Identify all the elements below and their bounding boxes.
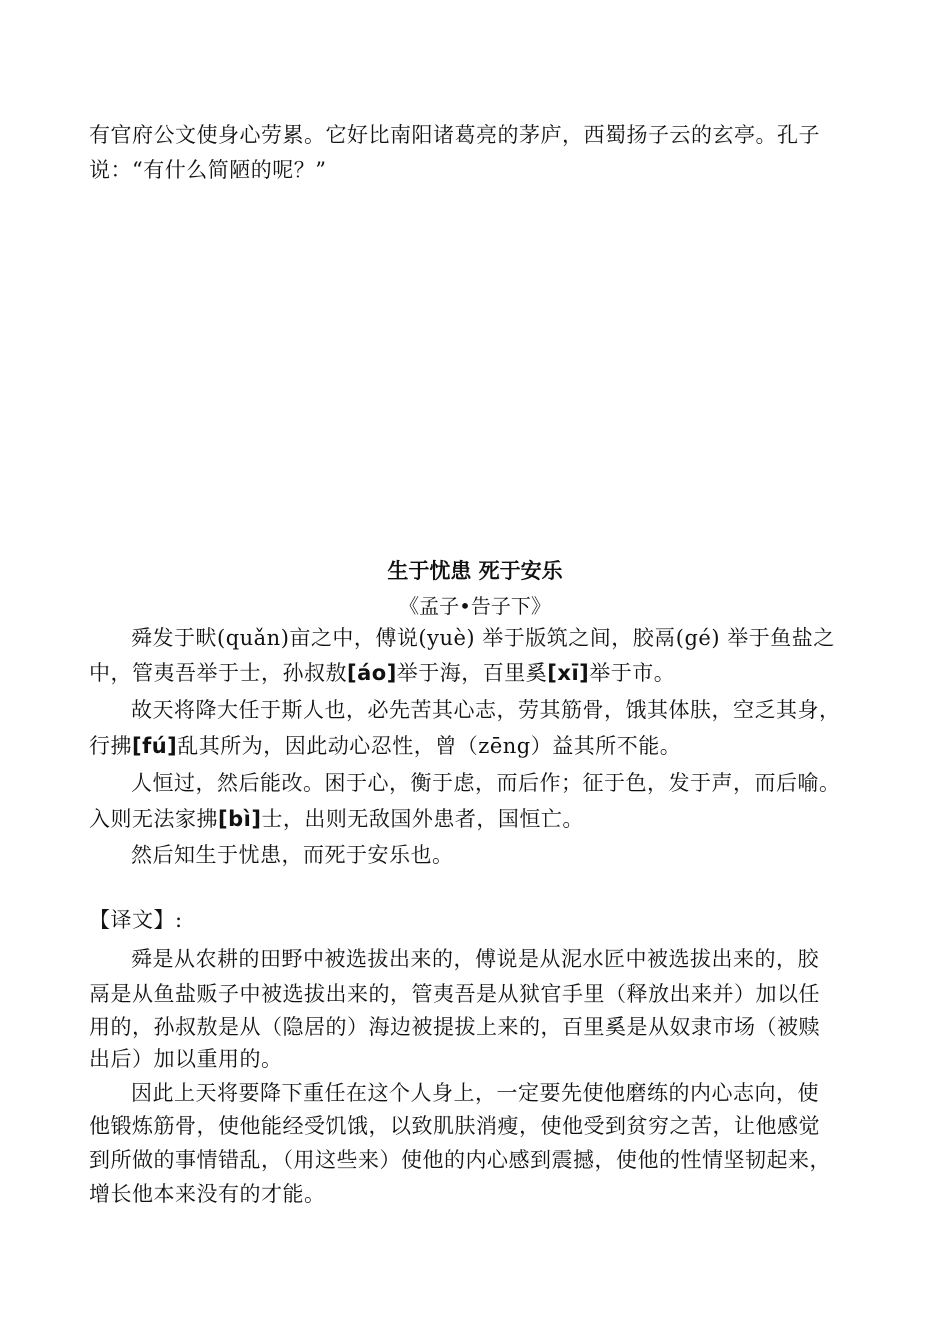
text-run: 中，管夷吾举于士，孙叔敖 (89, 661, 347, 685)
pinyin-annotation: [áo] (347, 661, 397, 685)
essay-p4-line-1: 然后知生于忧患，而死于安乐也。 (131, 843, 454, 867)
translation-p2-line-3: 到所做的事情错乱，（用这些来）使他的内心感到震撼，使他的性情坚韧起来， (89, 1148, 831, 1172)
text-run: 举于市。 (589, 661, 676, 685)
essay-p3-line-1: 人恒过，然后能改。困于心，衡于虑，而后作；征于色，发于声，而后喻。 (131, 771, 841, 795)
translation-heading: 【译文】: (89, 908, 183, 932)
prev-text-line-1: 有官府公文使身心劳累。它好比南阳诸葛亮的茅庐，西蜀扬子云的玄亭。孔子 (89, 123, 820, 147)
essay-p2-line-1: 故天将降大任于斯人也，必先苦其心志，劳其筋骨，饿其体肤，空乏其身， (131, 698, 841, 722)
translation-p2-line-1: 因此上天将要降下重任在这个人身上，一定要先使他磨练的内心志向，使 (131, 1081, 819, 1105)
pinyin-annotation: [bì] (218, 807, 262, 831)
translation-p1-line-4: 出后）加以重用的。 (89, 1047, 283, 1071)
essay-source: 《孟子•告子下》 (399, 594, 551, 618)
essay-p1-line-1: 舜发于畎(quǎn)亩之中，傅说(yuè) 举于版筑之间，胶鬲(gé) 举于鱼盐之 (131, 626, 835, 650)
translation-p1-line-2: 鬲是从鱼盐贩子中被选拔出来的，管夷吾是从狱官手里（释放出来并）加以任 (89, 982, 820, 1006)
essay-p3-line-2 (89, 804, 584, 834)
text-run: 士，出则无敌国外患者，国恒亡。 (261, 807, 584, 831)
text-run: 行拂 (89, 734, 132, 758)
essay-p2-line-2 (89, 731, 681, 761)
essay-p1-line-2 (89, 658, 675, 688)
translation-p2-line-2: 他锻炼筋骨，使他能经受饥饿，以致肌肤消瘦，使他受到贫穷之苦，让他感觉 (89, 1114, 820, 1138)
translation-p1-line-1: 舜是从农耕的田野中被选拔出来的，傅说是从泥水匠中被选拔出来的，胶 (131, 947, 819, 971)
translation-p2-line-4: 增长他本来没有的才能。 (89, 1182, 326, 1206)
pinyin-annotation: [xī] (547, 661, 590, 685)
pinyin-annotation: [fú] (132, 734, 178, 758)
essay-title: 生于忧患 死于安乐 (387, 559, 563, 583)
text-run: 举于海，百里奚 (396, 661, 548, 685)
prev-text-line-2: 说：“有什么简陋的呢？” (89, 158, 327, 182)
text-run: 乱其所为，因此动心忍性，曾（zēng）益其所不能。 (177, 734, 682, 758)
text-run: 入则无法家拂 (89, 807, 218, 831)
translation-p1-line-3: 用的，孙叔敖是从（隐居的）海边被提拔上来的，百里奚是从奴隶市场（被赎 (89, 1015, 820, 1039)
